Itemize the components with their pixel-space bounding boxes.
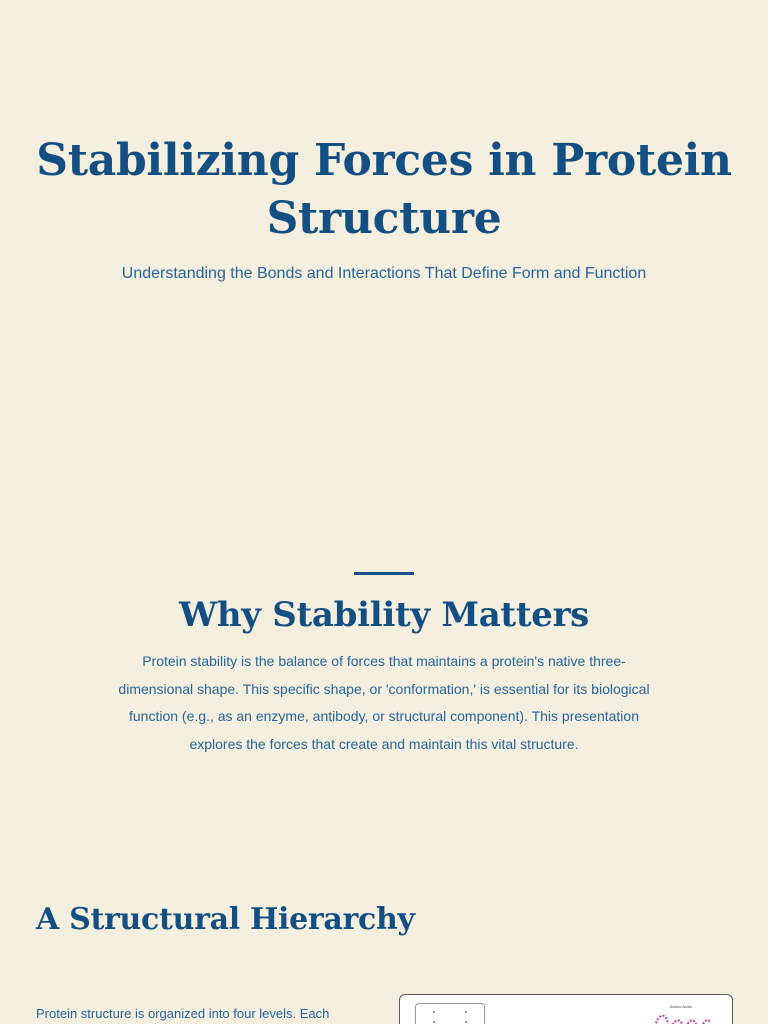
page-title: Stabilizing Forces in Protein Structure xyxy=(36,135,732,244)
section-divider xyxy=(354,572,414,575)
figure-dot xyxy=(465,1011,467,1013)
protein-structure-figure xyxy=(399,994,733,1024)
figure-dot xyxy=(433,1011,435,1013)
why-stability-text: Protein stability is the balance of forces that maintains a protein's native three-dimensional shape. This specific shape, or 'conformation,' is essential for its biological function (e.g., as an enzyme, antibody, or structural component). This presentation explores the forces that create and maintain this vital structure. xyxy=(118,653,650,752)
helix-icon xyxy=(652,1010,712,1024)
figure-label: Amino Acids xyxy=(669,1004,692,1009)
page-subtitle: Understanding the Bonds and Interactions That Define Form and Function xyxy=(121,265,647,282)
figure-panel xyxy=(415,1003,485,1024)
figure-dot xyxy=(465,1021,467,1023)
figure-dot xyxy=(433,1021,435,1023)
why-stability-title: Why Stability Matters xyxy=(178,595,590,635)
structural-hierarchy-text: Protein structure is organized into four levels. Each xyxy=(36,1006,330,1021)
structural-hierarchy-title: A Structural Hierarchy xyxy=(36,902,415,937)
title-section xyxy=(0,132,768,284)
